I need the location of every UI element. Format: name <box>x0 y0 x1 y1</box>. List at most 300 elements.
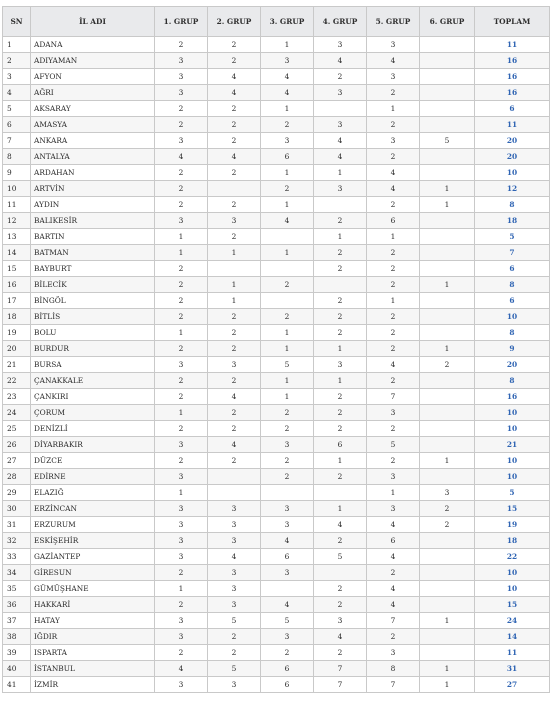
grup-2-cell: 2 <box>208 117 261 133</box>
sn-cell: 4 <box>3 85 31 101</box>
grup-1-cell: 2 <box>155 37 208 53</box>
toplam-cell: 5 <box>475 229 550 245</box>
table-row <box>3 213 550 229</box>
sn-cell: 32 <box>3 533 31 549</box>
header-grup-2: 2. GRUP <box>208 7 261 37</box>
grup-5-cell: 3 <box>367 133 420 149</box>
header-grup-5: 5. GRUP <box>367 7 420 37</box>
grup-5-cell: 6 <box>367 533 420 549</box>
grup-1-cell: 3 <box>155 437 208 453</box>
grup-2-cell: 3 <box>208 517 261 533</box>
province-name-cell: ISPARTA <box>31 645 155 661</box>
province-name-cell: AYDIN <box>31 197 155 213</box>
grup-3-cell: 2 <box>261 453 314 469</box>
grup-1-cell: 3 <box>155 501 208 517</box>
grup-5-cell: 2 <box>367 421 420 437</box>
sn-cell: 17 <box>3 293 31 309</box>
table-row <box>3 245 550 261</box>
grup-6-cell <box>420 149 475 165</box>
table-row <box>3 629 550 645</box>
sn-cell: 19 <box>3 325 31 341</box>
sn-cell: 9 <box>3 165 31 181</box>
grup-3-cell: 4 <box>261 213 314 229</box>
grup-3-cell: 1 <box>261 101 314 117</box>
sn-cell: 8 <box>3 149 31 165</box>
grup-3-cell: 1 <box>261 245 314 261</box>
sn-cell: 21 <box>3 357 31 373</box>
toplam-cell: 10 <box>475 165 550 181</box>
grup-1-cell: 1 <box>155 485 208 501</box>
grup-3-cell: 1 <box>261 197 314 213</box>
grup-3-cell: 2 <box>261 421 314 437</box>
grup-4-cell: 2 <box>314 581 367 597</box>
grup-5-cell: 1 <box>367 293 420 309</box>
grup-1-cell: 2 <box>155 341 208 357</box>
grup-1-cell: 3 <box>155 613 208 629</box>
grup-2-cell: 2 <box>208 453 261 469</box>
grup-4-cell: 4 <box>314 133 367 149</box>
grup-6-cell <box>420 421 475 437</box>
toplam-cell: 10 <box>475 453 550 469</box>
grup-1-cell: 2 <box>155 373 208 389</box>
toplam-cell: 15 <box>475 501 550 517</box>
grup-2-cell <box>208 469 261 485</box>
sn-cell: 36 <box>3 597 31 613</box>
grup-3-cell: 2 <box>261 277 314 293</box>
table-row <box>3 597 550 613</box>
grup-2-cell: 3 <box>208 565 261 581</box>
grup-3-cell <box>261 581 314 597</box>
grup-5-cell: 2 <box>367 117 420 133</box>
header-grup-4: 4. GRUP <box>314 7 367 37</box>
grup-6-cell: 2 <box>420 357 475 373</box>
grup-4-cell: 3 <box>314 117 367 133</box>
grup-3-cell <box>261 261 314 277</box>
grup-6-cell <box>420 645 475 661</box>
grup-1-cell: 1 <box>155 325 208 341</box>
grup-3-cell: 5 <box>261 613 314 629</box>
grup-4-cell <box>314 565 367 581</box>
grup-3-cell: 4 <box>261 597 314 613</box>
grup-6-cell <box>420 597 475 613</box>
toplam-cell: 22 <box>475 549 550 565</box>
grup-3-cell: 4 <box>261 85 314 101</box>
province-name-cell: BURDUR <box>31 341 155 357</box>
toplam-cell: 21 <box>475 437 550 453</box>
grup-1-cell: 3 <box>155 629 208 645</box>
grup-2-cell: 3 <box>208 597 261 613</box>
grup-2-cell: 2 <box>208 629 261 645</box>
province-name-cell: BURSA <box>31 357 155 373</box>
grup-4-cell <box>314 277 367 293</box>
table-row <box>3 181 550 197</box>
toplam-cell: 19 <box>475 517 550 533</box>
grup-1-cell: 2 <box>155 421 208 437</box>
toplam-cell: 15 <box>475 597 550 613</box>
grup-2-cell: 5 <box>208 613 261 629</box>
toplam-cell: 31 <box>475 661 550 677</box>
grup-5-cell: 7 <box>367 389 420 405</box>
grup-3-cell: 4 <box>261 69 314 85</box>
grup-3-cell: 3 <box>261 53 314 69</box>
toplam-cell: 11 <box>475 117 550 133</box>
table-row <box>3 101 550 117</box>
table-row <box>3 357 550 373</box>
table-row <box>3 325 550 341</box>
grup-6-cell: 2 <box>420 501 475 517</box>
grup-6-cell <box>420 165 475 181</box>
province-name-cell: ARDAHAN <box>31 165 155 181</box>
grup-4-cell: 1 <box>314 165 367 181</box>
grup-5-cell: 2 <box>367 629 420 645</box>
sn-cell: 1 <box>3 37 31 53</box>
table-row <box>3 197 550 213</box>
province-name-cell: ERZİNCAN <box>31 501 155 517</box>
grup-1-cell: 2 <box>155 453 208 469</box>
grup-4-cell: 1 <box>314 373 367 389</box>
grup-3-cell: 3 <box>261 501 314 517</box>
toplam-cell: 24 <box>475 613 550 629</box>
grup-5-cell: 6 <box>367 213 420 229</box>
grup-1-cell: 1 <box>155 405 208 421</box>
grup-4-cell: 7 <box>314 661 367 677</box>
table-row <box>3 165 550 181</box>
grup-5-cell: 2 <box>367 197 420 213</box>
grup-6-cell <box>420 629 475 645</box>
grup-6-cell <box>420 389 475 405</box>
sn-cell: 27 <box>3 453 31 469</box>
grup-2-cell: 2 <box>208 341 261 357</box>
province-name-cell: ADIYAMAN <box>31 53 155 69</box>
grup-2-cell: 2 <box>208 37 261 53</box>
sn-cell: 18 <box>3 309 31 325</box>
table-body <box>3 37 550 693</box>
grup-3-cell: 2 <box>261 309 314 325</box>
toplam-cell: 9 <box>475 341 550 357</box>
table-header <box>3 7 550 37</box>
grup-6-cell: 1 <box>420 613 475 629</box>
sn-cell: 5 <box>3 101 31 117</box>
grup-5-cell: 4 <box>367 165 420 181</box>
grup-3-cell: 1 <box>261 341 314 357</box>
grup-6-cell <box>420 53 475 69</box>
grup-5-cell: 2 <box>367 245 420 261</box>
sn-cell: 23 <box>3 389 31 405</box>
grup-4-cell: 3 <box>314 85 367 101</box>
grup-1-cell: 3 <box>155 549 208 565</box>
sn-cell: 40 <box>3 661 31 677</box>
grup-1-cell: 2 <box>155 293 208 309</box>
table-row <box>3 501 550 517</box>
sn-cell: 22 <box>3 373 31 389</box>
sn-cell: 16 <box>3 277 31 293</box>
table-row <box>3 133 550 149</box>
grup-3-cell: 4 <box>261 533 314 549</box>
grup-1-cell: 2 <box>155 261 208 277</box>
grup-2-cell: 5 <box>208 661 261 677</box>
grup-1-cell: 2 <box>155 197 208 213</box>
grup-6-cell: 3 <box>420 485 475 501</box>
grup-5-cell: 2 <box>367 261 420 277</box>
grup-4-cell: 1 <box>314 453 367 469</box>
header-row <box>3 7 550 37</box>
grup-5-cell: 4 <box>367 357 420 373</box>
table-row <box>3 373 550 389</box>
grup-6-cell <box>420 245 475 261</box>
toplam-cell: 20 <box>475 133 550 149</box>
table-row <box>3 645 550 661</box>
grup-5-cell: 3 <box>367 501 420 517</box>
grup-4-cell: 2 <box>314 645 367 661</box>
grup-2-cell: 4 <box>208 85 261 101</box>
sn-cell: 30 <box>3 501 31 517</box>
grup-5-cell: 7 <box>367 677 420 693</box>
sn-cell: 33 <box>3 549 31 565</box>
header-grup-1: 1. GRUP <box>155 7 208 37</box>
sn-cell: 37 <box>3 613 31 629</box>
grup-5-cell: 2 <box>367 453 420 469</box>
grup-5-cell: 4 <box>367 53 420 69</box>
grup-1-cell: 2 <box>155 277 208 293</box>
table-row <box>3 581 550 597</box>
province-name-cell: ÇANAKKALE <box>31 373 155 389</box>
toplam-cell: 10 <box>475 581 550 597</box>
sn-cell: 26 <box>3 437 31 453</box>
table-row <box>3 85 550 101</box>
grup-2-cell: 1 <box>208 245 261 261</box>
sn-cell: 39 <box>3 645 31 661</box>
province-name-cell: BATMAN <box>31 245 155 261</box>
sn-cell: 7 <box>3 133 31 149</box>
grup-1-cell: 1 <box>155 229 208 245</box>
province-name-cell: BOLU <box>31 325 155 341</box>
grup-3-cell: 6 <box>261 677 314 693</box>
grup-6-cell <box>420 293 475 309</box>
toplam-cell: 10 <box>475 469 550 485</box>
grup-6-cell <box>420 549 475 565</box>
toplam-cell: 18 <box>475 533 550 549</box>
sn-cell: 38 <box>3 629 31 645</box>
grup-2-cell: 2 <box>208 197 261 213</box>
grup-1-cell: 2 <box>155 181 208 197</box>
grup-2-cell: 4 <box>208 389 261 405</box>
grup-5-cell: 7 <box>367 613 420 629</box>
grup-5-cell: 3 <box>367 645 420 661</box>
province-name-cell: ÇANKIRI <box>31 389 155 405</box>
province-name-cell: DÜZCE <box>31 453 155 469</box>
toplam-cell: 8 <box>475 197 550 213</box>
grup-5-cell: 2 <box>367 565 420 581</box>
toplam-cell: 8 <box>475 325 550 341</box>
table-row <box>3 117 550 133</box>
province-name-cell: İZMİR <box>31 677 155 693</box>
grup-6-cell: 1 <box>420 277 475 293</box>
grup-4-cell: 2 <box>314 469 367 485</box>
grup-6-cell <box>420 229 475 245</box>
grup-2-cell: 1 <box>208 293 261 309</box>
grup-2-cell: 2 <box>208 645 261 661</box>
toplam-cell: 11 <box>475 645 550 661</box>
grup-4-cell: 3 <box>314 37 367 53</box>
grup-6-cell: 5 <box>420 133 475 149</box>
grup-6-cell <box>420 325 475 341</box>
grup-1-cell: 4 <box>155 661 208 677</box>
grup-1-cell: 3 <box>155 469 208 485</box>
grup-5-cell: 3 <box>367 405 420 421</box>
grup-4-cell: 2 <box>314 309 367 325</box>
table-row <box>3 469 550 485</box>
grup-5-cell: 1 <box>367 485 420 501</box>
toplam-cell: 16 <box>475 85 550 101</box>
grup-3-cell: 2 <box>261 405 314 421</box>
grup-5-cell: 2 <box>367 277 420 293</box>
grup-4-cell: 4 <box>314 53 367 69</box>
sn-cell: 25 <box>3 421 31 437</box>
grup-4-cell <box>314 101 367 117</box>
grup-1-cell: 2 <box>155 565 208 581</box>
table-row <box>3 533 550 549</box>
grup-2-cell: 3 <box>208 533 261 549</box>
grup-6-cell: 1 <box>420 341 475 357</box>
toplam-cell: 11 <box>475 37 550 53</box>
grup-2-cell: 2 <box>208 421 261 437</box>
grup-5-cell: 3 <box>367 69 420 85</box>
grup-2-cell: 4 <box>208 437 261 453</box>
grup-3-cell: 1 <box>261 37 314 53</box>
province-name-cell: ARTVİN <box>31 181 155 197</box>
sn-cell: 12 <box>3 213 31 229</box>
grup-6-cell <box>420 533 475 549</box>
grup-3-cell: 3 <box>261 629 314 645</box>
grup-3-cell: 6 <box>261 549 314 565</box>
province-name-cell: HATAY <box>31 613 155 629</box>
grup-1-cell: 2 <box>155 101 208 117</box>
sn-cell: 41 <box>3 677 31 693</box>
toplam-cell: 16 <box>475 389 550 405</box>
table-row <box>3 261 550 277</box>
grup-5-cell: 2 <box>367 85 420 101</box>
province-name-cell: AMASYA <box>31 117 155 133</box>
grup-1-cell: 3 <box>155 85 208 101</box>
table-row <box>3 53 550 69</box>
table-row <box>3 309 550 325</box>
grup-6-cell <box>420 469 475 485</box>
table-row <box>3 565 550 581</box>
grup-2-cell: 2 <box>208 133 261 149</box>
sn-cell: 10 <box>3 181 31 197</box>
grup-6-cell: 1 <box>420 181 475 197</box>
grup-6-cell <box>420 373 475 389</box>
toplam-cell: 7 <box>475 245 550 261</box>
province-name-cell: BİLECİK <box>31 277 155 293</box>
header-grup-3: 3. GRUP <box>261 7 314 37</box>
grup-2-cell: 4 <box>208 549 261 565</box>
table-row <box>3 661 550 677</box>
table-row <box>3 37 550 53</box>
grup-3-cell: 3 <box>261 437 314 453</box>
table-row <box>3 485 550 501</box>
grup-6-cell <box>420 213 475 229</box>
province-name-cell: İSTANBUL <box>31 661 155 677</box>
grup-2-cell: 2 <box>208 405 261 421</box>
grup-5-cell: 2 <box>367 325 420 341</box>
table-row <box>3 421 550 437</box>
grup-6-cell <box>420 437 475 453</box>
grup-5-cell: 2 <box>367 309 420 325</box>
sn-cell: 3 <box>3 69 31 85</box>
grup-6-cell <box>420 117 475 133</box>
province-name-cell: ANTALYA <box>31 149 155 165</box>
table-row <box>3 229 550 245</box>
grup-2-cell: 2 <box>208 101 261 117</box>
grup-3-cell: 6 <box>261 149 314 165</box>
toplam-cell: 6 <box>475 293 550 309</box>
toplam-cell: 20 <box>475 149 550 165</box>
province-name-cell: HAKKARİ <box>31 597 155 613</box>
grup-2-cell: 2 <box>208 373 261 389</box>
grup-3-cell: 1 <box>261 165 314 181</box>
grup-2-cell: 3 <box>208 581 261 597</box>
grup-6-cell <box>420 261 475 277</box>
table-row <box>3 405 550 421</box>
grup-1-cell: 3 <box>155 357 208 373</box>
grup-1-cell: 3 <box>155 133 208 149</box>
grup-2-cell: 4 <box>208 149 261 165</box>
grup-2-cell <box>208 181 261 197</box>
header-sn: SN <box>3 7 31 37</box>
province-group-table <box>2 6 550 693</box>
grup-1-cell: 2 <box>155 597 208 613</box>
province-name-cell: DİYARBAKIR <box>31 437 155 453</box>
grup-4-cell: 1 <box>314 501 367 517</box>
grup-2-cell <box>208 485 261 501</box>
grup-2-cell: 3 <box>208 501 261 517</box>
grup-4-cell: 1 <box>314 229 367 245</box>
grup-2-cell: 2 <box>208 229 261 245</box>
province-name-cell: GAZİANTEP <box>31 549 155 565</box>
province-name-cell: GÜMÜŞHANE <box>31 581 155 597</box>
grup-1-cell: 3 <box>155 213 208 229</box>
sn-cell: 2 <box>3 53 31 69</box>
grup-6-cell: 2 <box>420 517 475 533</box>
grup-6-cell <box>420 309 475 325</box>
province-name-cell: AKSARAY <box>31 101 155 117</box>
grup-1-cell: 3 <box>155 533 208 549</box>
province-name-cell: AĞRI <box>31 85 155 101</box>
grup-3-cell: 3 <box>261 517 314 533</box>
grup-6-cell: 1 <box>420 677 475 693</box>
grup-1-cell: 4 <box>155 149 208 165</box>
grup-3-cell: 2 <box>261 645 314 661</box>
sn-cell: 13 <box>3 229 31 245</box>
province-name-cell: ANKARA <box>31 133 155 149</box>
province-name-cell: IĞDIR <box>31 629 155 645</box>
table-row <box>3 549 550 565</box>
grup-3-cell: 1 <box>261 389 314 405</box>
grup-3-cell <box>261 485 314 501</box>
grup-2-cell: 2 <box>208 165 261 181</box>
grup-2-cell: 3 <box>208 677 261 693</box>
toplam-cell: 27 <box>475 677 550 693</box>
grup-4-cell: 5 <box>314 549 367 565</box>
province-name-cell: GİRESUN <box>31 565 155 581</box>
toplam-cell: 10 <box>475 565 550 581</box>
grup-5-cell: 1 <box>367 229 420 245</box>
grup-2-cell: 2 <box>208 325 261 341</box>
grup-4-cell: 3 <box>314 613 367 629</box>
toplam-cell: 5 <box>475 485 550 501</box>
grup-5-cell: 2 <box>367 149 420 165</box>
